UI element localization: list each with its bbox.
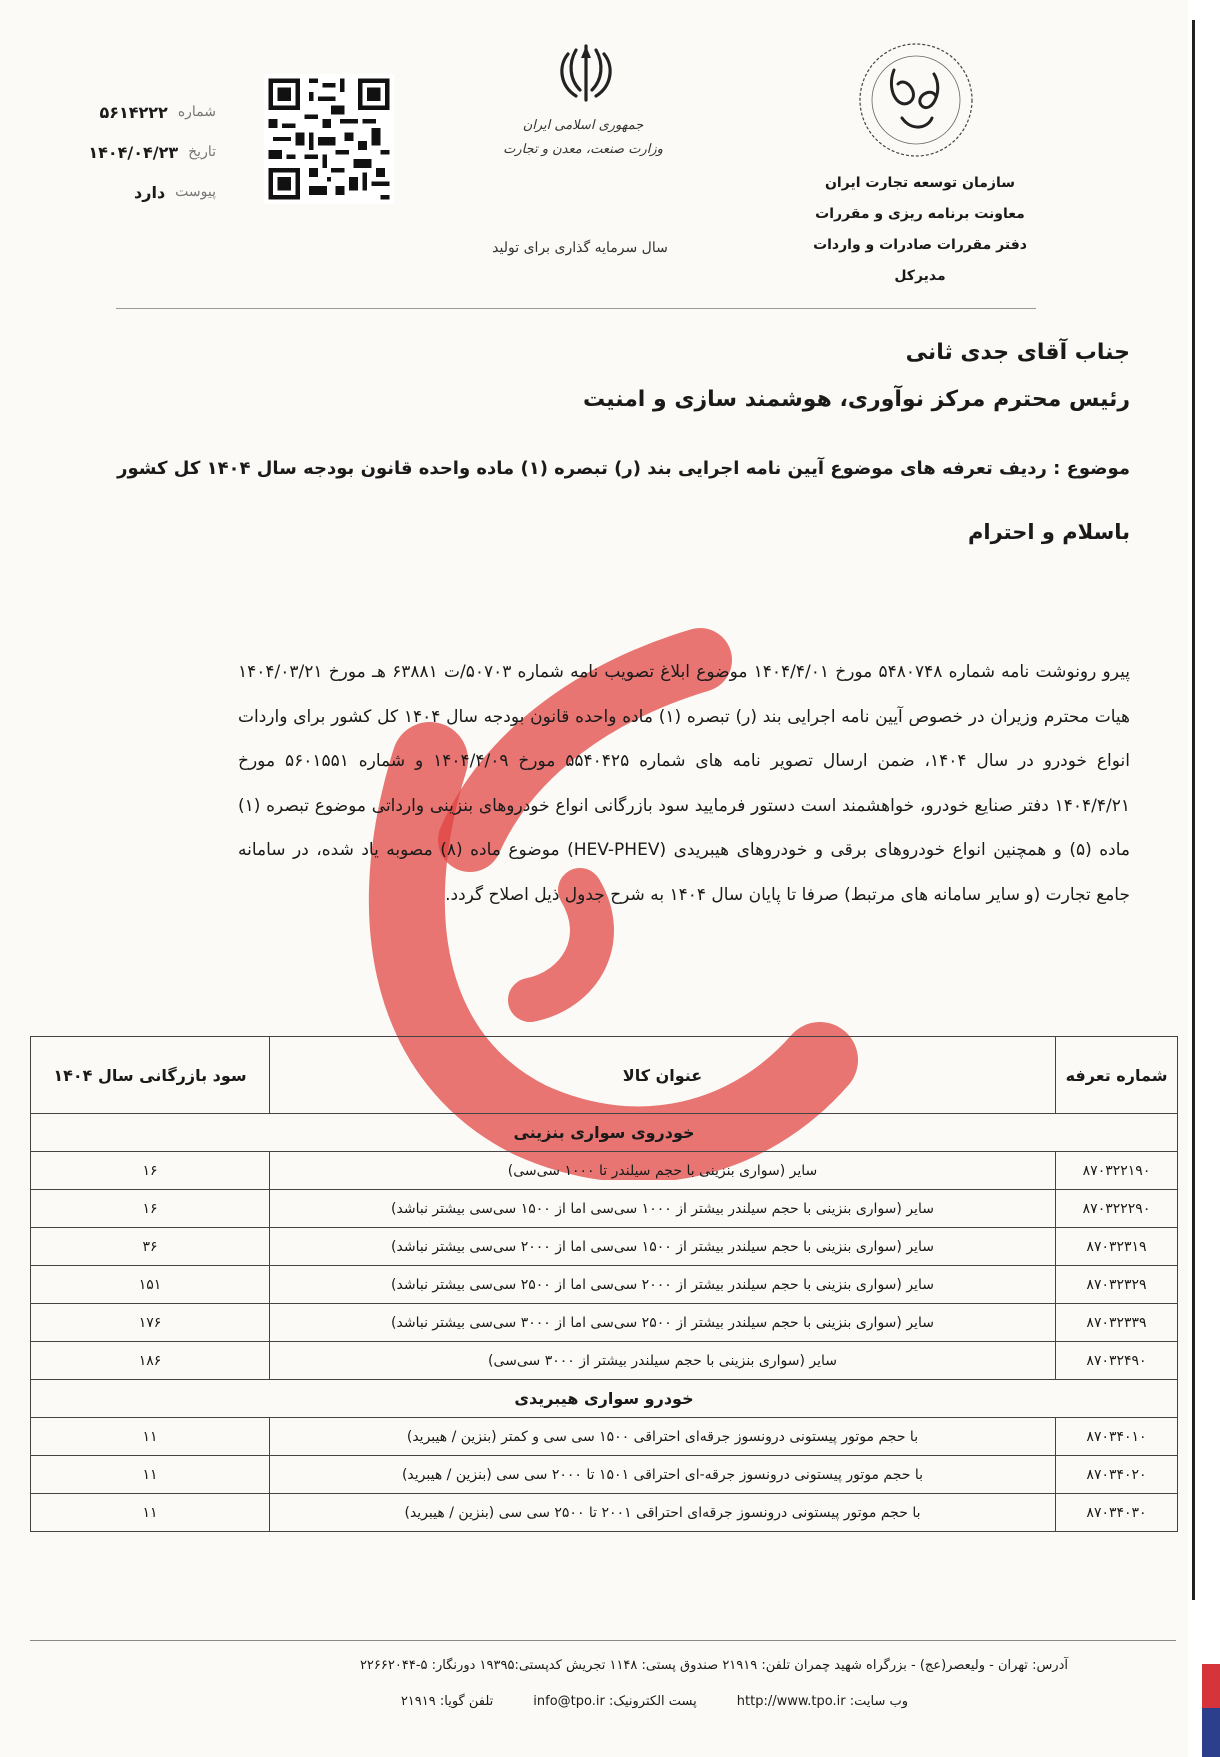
date-label: تاریخ xyxy=(188,144,216,160)
cell-name: سایر (سواری بنزینی با حجم سیلندر بیشتر از ۲۵۰۰ سی‌سی اما از ۳۰۰۰ سی‌سی بیشتر نباشد) xyxy=(270,1304,1056,1342)
footer-phone: تلفن گویا: ۲۱۹۱۹ xyxy=(400,1694,494,1709)
org-line: مدیرکل xyxy=(894,268,946,284)
cell-name: سایر (سواری بنزینی با حجم سیلندر بیشتر از ۳۰۰۰ سی‌سی) xyxy=(270,1342,1056,1380)
cell-value: ۳۶ xyxy=(31,1228,270,1266)
number-row xyxy=(56,92,216,132)
table-header-row xyxy=(31,1037,1178,1114)
cell-code: ۸۷۰۳۲۲۲۹۰ xyxy=(1056,1190,1178,1228)
letter-subject: موضوع : ردیف تعرفه های موضوع آیین نامه اجرایی بند (ر) تبصره (۱) ماده واحده قانون بودجه سال ۱۴۰۴ کل کشور xyxy=(117,458,1130,479)
header-code: شماره تعرفه xyxy=(1056,1037,1178,1114)
cell-name: سایر (سواری بنزینی با حجم سیلندر بیشتر از ۱۰۰۰ سی‌سی اما از ۱۵۰۰ سی‌سی بیشتر نباشد) xyxy=(270,1190,1056,1228)
cell-value: ۱۷۶ xyxy=(31,1304,270,1342)
number-label: شماره xyxy=(177,104,216,120)
cell-code: ۸۷۰۳۴۰۲۰ xyxy=(1056,1456,1178,1494)
cell-name: سایر (سواری بنزینی با حجم سیلندر بیشتر از ۲۰۰۰ سی‌سی اما از ۲۵۰۰ سی‌سی بیشتر نباشد) xyxy=(270,1266,1056,1304)
table-row xyxy=(31,1152,1178,1190)
cell-code: ۸۷۰۳۲۳۲۹ xyxy=(1056,1266,1178,1304)
letter-meta xyxy=(56,92,216,212)
tariff-table xyxy=(30,1036,1178,1532)
recipient-title: رئیس محترم مرکز نوآوری، هوشمند سازی و امنیت xyxy=(582,387,1130,412)
footer-email[interactable]: پست الکترونیک: info@tpo.ir xyxy=(533,1694,697,1709)
footer-divider xyxy=(30,1640,1176,1641)
footer-website[interactable]: وب سایت: http://www.tpo.ir xyxy=(736,1694,908,1709)
ministry-block xyxy=(488,114,678,162)
table-row xyxy=(31,1494,1178,1532)
cell-value: ۱۵۱ xyxy=(31,1266,270,1304)
table-row xyxy=(31,1266,1178,1304)
ministry-name: وزارت صنعت، معدن و تجارت xyxy=(503,142,663,157)
date-value: ۱۴۰۴/۰۴/۲۳ xyxy=(88,142,179,162)
footer-contact xyxy=(230,1694,908,1709)
table-row xyxy=(31,1456,1178,1494)
header-value: سود بازرگانی سال ۱۴۰۴ xyxy=(31,1037,270,1114)
org-line: معاونت برنامه ریزی و مقررات xyxy=(815,206,1025,222)
attachment-row xyxy=(56,172,216,212)
table-row xyxy=(31,1190,1178,1228)
cell-value: ۱۱ xyxy=(31,1418,270,1456)
cell-value: ۱۶ xyxy=(31,1152,270,1190)
table-row xyxy=(31,1342,1178,1380)
section-title: خودروی سواری بنزینی xyxy=(31,1114,1178,1152)
cell-code: ۸۷۰۳۲۳۱۹ xyxy=(1056,1228,1178,1266)
section-title: خودرو سواری هیبریدی xyxy=(31,1380,1178,1418)
right-margin-strip xyxy=(1188,0,1220,1757)
cell-code: ۸۷۰۳۲۴۹۰ xyxy=(1056,1342,1178,1380)
cell-value: ۱۶ xyxy=(31,1190,270,1228)
header-divider xyxy=(116,308,1036,309)
table-row xyxy=(31,1304,1178,1342)
header-name: عنوان کالا xyxy=(270,1037,1056,1114)
cell-value: ۱۸۶ xyxy=(31,1342,270,1380)
cell-code: ۸۷۰۳۲۲۱۹۰ xyxy=(1056,1152,1178,1190)
number-value: ۵۶۱۴۲۲۲ xyxy=(99,102,168,122)
cell-value: ۱۱ xyxy=(31,1456,270,1494)
letter-body: پیرو رونوشت نامه شماره ۵۴۸۰۷۴۸ مورخ ۱۴۰۴/۴/۰۱ موضوع ابلاغ تصویب نامه شماره ۵۰۷۰۳/ت ۶۳۸۸۱ هـ مورخ ۱۴۰۴/۰۳/۲۱ هیات محترم وزیران در خصوص آیین نامه اجرایی بند (ر) تبصره (۱) ماده واحده قانون بودجه سال ۱۴۰۴ کل کشور برای واردات انواع خودرو در سال ۱۴۰۴، ضمن ارسال تصویر نامه های شماره ۵۵۴۰۴۲۵ مورخ ۱۴۰۴/۴/۰۹ و شماره ۵۶۰۱۵۵۱ مورخ ۱۴۰۴/۴/۲۱ دفتر صنایع خودرو، خواهشمند است دستور فرمایید سود بازرگانی انواع خودروهای بنزینی وارداتی موضوع تبصره (۱) ماده (۵) و همچنین انواع خودروهای برقی و خودروهای هیبریدی (HEV-PHEV) موضوع ماده (۸) مصوبه یاد شده، در سامانه جامع تجارت (و سایر سامانه های مرتبط) صرفا تا پایان سال ۱۴۰۴ به شرح جدول ذیل اصلاح گردد. xyxy=(238,662,1130,905)
year-motto: سال سرمایه گذاری برای تولید xyxy=(492,240,668,256)
org-line: سازمان توسعه تجارت ایران xyxy=(824,175,1016,191)
cell-code: ۸۷۰۳۴۰۱۰ xyxy=(1056,1418,1178,1456)
qr-code-icon xyxy=(264,74,394,204)
attachment-value: دارد xyxy=(134,182,166,202)
footer-address: آدرس: تهران - ولیعصر(عج) - بزرگراه شهید چمران تلفن: ۲۱۹۱۹ صندوق پستی: ۱۱۴۸ تجریش کدپستی:۱۹۳۹۵ دورنگار: ۵-۲۲۶۶۲۰۴۴ xyxy=(359,1658,1068,1673)
ministry-country: جمهوری اسلامی ایران xyxy=(522,118,644,133)
cell-name: با حجم موتور پیستونی درونسوز جرقه-ای احتراقی ۱۵۰۱ تا ۲۰۰۰ سی سی (بنزین / هیبرید) xyxy=(270,1456,1056,1494)
table-row xyxy=(31,1418,1178,1456)
cell-value: ۱۱ xyxy=(31,1494,270,1532)
cell-name: سایر (سواری بنزینی با حجم سیلندر تا ۱۰۰۰ سی‌سی) xyxy=(270,1152,1056,1190)
recipient-name: جناب آقای جدی ثانی xyxy=(905,340,1130,365)
margin-rule xyxy=(1192,20,1195,1600)
attachment-label: پیوست xyxy=(175,184,216,200)
cell-name: با حجم موتور پیستونی درونسوز جرقه‌ای احتراقی ۱۵۰۰ سی سی و کمتر (بنزین / هیبرید) xyxy=(270,1418,1056,1456)
iran-emblem-icon xyxy=(554,44,618,106)
section-row xyxy=(31,1380,1178,1418)
org-lines xyxy=(800,168,1040,292)
section-row xyxy=(31,1114,1178,1152)
cell-code: ۸۷۰۳۴۰۳۰ xyxy=(1056,1494,1178,1532)
corner-badge-red xyxy=(1202,1664,1220,1708)
cell-name: با حجم موتور پیستونی درونسوز جرقه‌ای احتراقی ۲۰۰۱ تا ۲۵۰۰ سی سی (بنزین / هیبرید) xyxy=(270,1494,1056,1532)
date-row xyxy=(56,132,216,172)
tpo-logo-icon xyxy=(836,40,996,160)
org-line: دفتر مقررات صادرات و واردات xyxy=(813,237,1027,253)
cell-code: ۸۷۰۳۲۳۳۹ xyxy=(1056,1304,1178,1342)
table-row xyxy=(31,1228,1178,1266)
salutation: باسلام و احترام xyxy=(968,520,1130,544)
cell-name: سایر (سواری بنزینی با حجم سیلندر بیشتر از ۱۵۰۰ سی‌سی اما از ۲۰۰۰ سی‌سی بیشتر نباشد) xyxy=(270,1228,1056,1266)
